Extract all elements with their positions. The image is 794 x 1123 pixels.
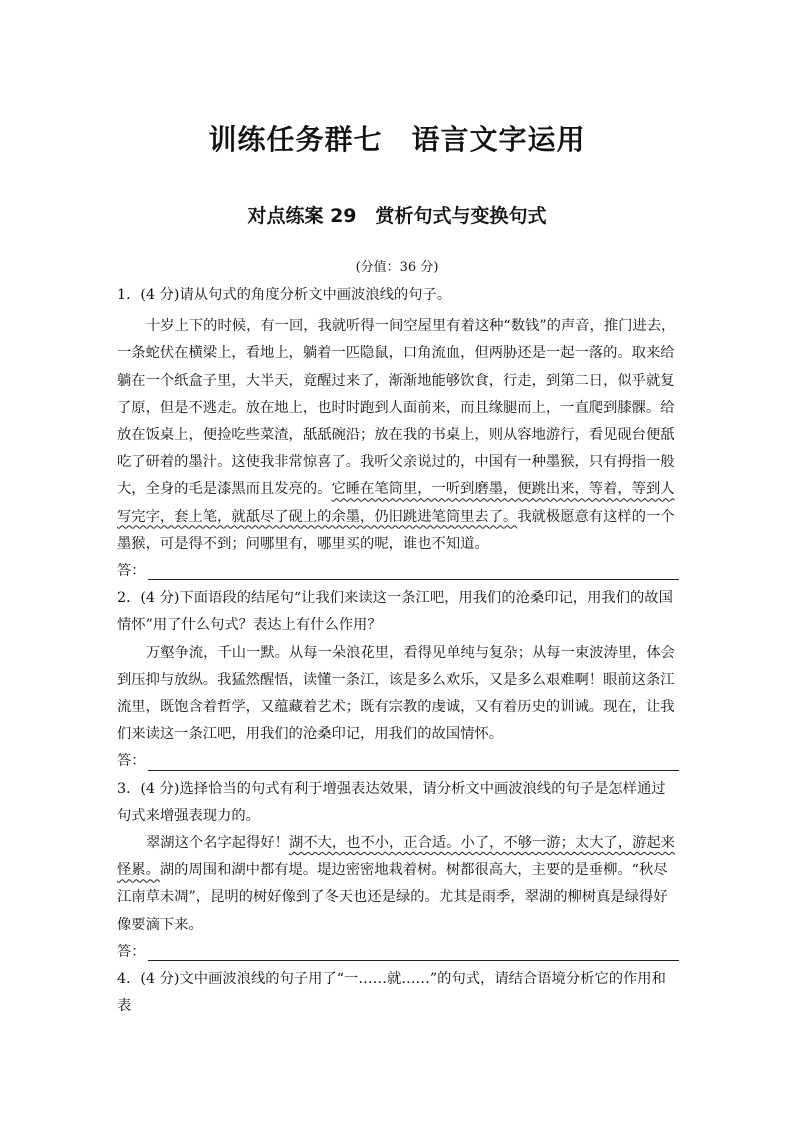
answer-line-3[interactable]: [117, 939, 679, 966]
score-note: (分值：36 分): [355, 260, 439, 275]
answer-label: 答：: [117, 943, 146, 960]
question-2-passage: [117, 640, 679, 749]
question-3-prompt: 3．(4 分)选择恰当的句式有利于增强表达效果，请分析文中画波浪线的句子是怎样通过句式来增强表现力的。: [117, 780, 666, 824]
question-1-prompt: 1．(4 分)请从句式的角度分析文中画波浪线的句子。: [117, 287, 452, 303]
question-2-prompt: 2．(4 分)下面语段的结尾句“让我们来读这一条江吧，用我们的沧桑印记，用我们的故国情怀”用了什么句式？表达上有什么作用？: [117, 590, 673, 634]
answer-blank[interactable]: [148, 750, 679, 771]
passage-text: 万壑争流，千山一默。从每一朵浪花里，看得见单纯与复杂；从每一束波涛里，体会到压抑与放纵。我猛然醒悟，读懂一条江，该是多么欢乐，又是多么艰难啊！眼前这条江流里，既饱含着哲学，又蕴藏着艺术；既有宗教的虔诚，又有着历史的训诫。现在，让我们来读这一条江吧，用我们的沧桑印记，用我们的故国情怀。: [117, 644, 675, 743]
question-4-prompt: 4．(4 分)文中画波浪线的句子用了“一……就……”的句式，请结合语境分析它的作用和表: [117, 971, 666, 1015]
question-1-passage: [117, 313, 679, 558]
passage-text: 湖的周围和湖中都有堤。堤边密密地栽着树。树都很高大，主要的是垂柳。“秋尽江南草未凋”，昆明的树好像到了冬天也还是绿的。尤其是雨季，翠湖的柳树真是绿得好像要滴下来。: [117, 862, 668, 933]
wavy-underlined-sentence: 湖不大，也不小，正合适。小了，不够一游；太大了，游起来怪累。: [117, 835, 675, 879]
answer-blank[interactable]: [148, 559, 679, 580]
wavy-underlined-sentence: 它睡在笔筒里，一听到磨墨，便跳出来，等着，等到人写完字，套上笔，就舐尽了砚上的余墨，仍旧跳进笔筒里去了。: [117, 481, 675, 525]
answer-line-1[interactable]: [117, 558, 679, 585]
answer-label: 答：: [117, 563, 146, 580]
page-subtitle: 对点练案 29 赏析句式与变换句式: [247, 205, 547, 227]
answer-label: 答：: [117, 753, 146, 770]
question-3-passage: [117, 830, 679, 939]
passage-text: 翠湖这个名字起得好！: [146, 835, 289, 852]
passage-text: 十岁上下的时候，有一回，我就听得一间空屋里有着这种“数钱”的声音，推门进去，一条蛇伏在横梁上，看地上，躺着一匹隐鼠，口角流血，但两胁还是一起一落的。取来给躺在一个纸盒子里，大半天，竟醒过来了，渐渐地能够饮食，行走，到第二日，似乎就复了原，但是不逃走。放在地上，也时时跑到人面前来，而且缘腿而上，一直爬到膝髁。给放在饭桌上，便捡吃些菜渣，舐舐碗沿；放在我的书桌上，则从容地游行，看见砚台便舐吃了研着的墨汁。这使我非常惊喜了。我听父亲说过的，中国有一种墨猴，只有拇指一般大，全身的毛是漆黑而且发亮的。: [117, 318, 676, 498]
answer-line-2[interactable]: [117, 748, 679, 775]
passage-text: 我就极愿意有这样的一个墨猴，可是得不到；问哪里有，哪里买的呢，谁也不知道。: [117, 508, 675, 552]
question-content: [117, 282, 679, 1020]
page-title: 训练任务群七 语言文字运用: [208, 123, 586, 156]
answer-blank[interactable]: [148, 940, 679, 961]
